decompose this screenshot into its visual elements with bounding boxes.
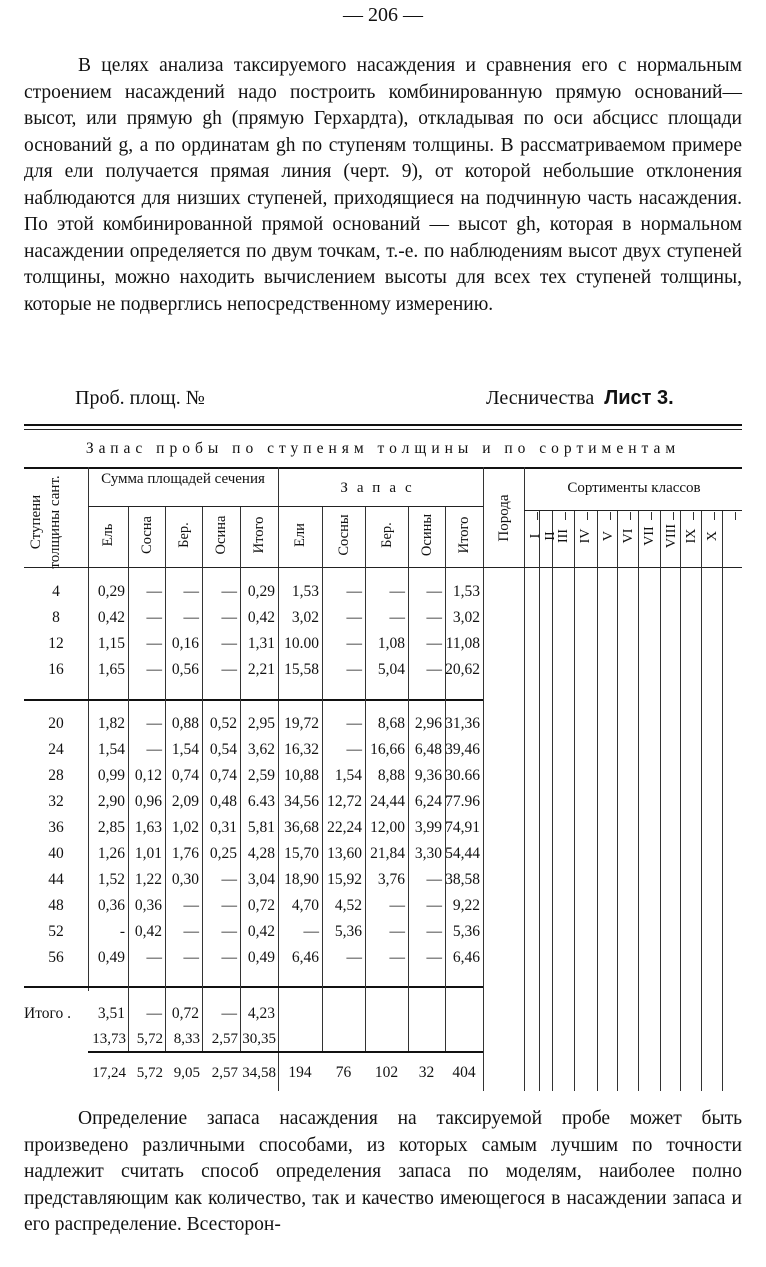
stock-cell: — — [426, 661, 442, 678]
header-sort-col: VII — [642, 526, 657, 546]
sort-tick — [630, 512, 631, 520]
header-breed: Порода — [496, 494, 512, 542]
grand-stock-cell: 404 — [452, 1064, 476, 1081]
totals-area-cell: 3,51 — [97, 1005, 125, 1022]
sort-tick — [651, 512, 652, 520]
sort-column-rule — [574, 511, 575, 1091]
area-cell: 0,36 — [134, 897, 162, 914]
stock-cell: 15,92 — [327, 871, 362, 888]
area-cell: 0,56 — [171, 661, 199, 678]
paragraph-intro: В целях анализа таксируемого насаждения и сравнения его с нормальным строением насаждений надо построить комбинированную прямую оснований—высот, или прямую gh (прямую Герхардта), откладывая по оси абсцисс площади оснований g, а по ординатам gh по ступеням толщины. В рассматриваемом примере для ели получается прямая линия (черт. 9), от которой небольшие отклонения наблюдаются для низших ступеней, приходящиеся на подчинную часть насаждения. По этой комбинированной прямой оснований — высот gh, которая в нормальном насаждении определяется по двум точкам, т.-е. по наблюдениям высот двух ступеней толщины, можно находить вычислением высоты для всех тех ступеней толщины, которые не подверглись непосредственному измерению. — [24, 55, 742, 315]
header-area-col: Итого — [251, 516, 267, 554]
row-step: 40 — [48, 845, 64, 862]
sep-breed-sort — [524, 467, 525, 1091]
area-cell: 0,42 — [134, 923, 162, 940]
sort-column-rule — [539, 511, 540, 1091]
stock-cell: — — [346, 635, 362, 652]
stock-cell: — — [389, 923, 405, 940]
totals-area-cell: 8,33 — [173, 1031, 200, 1047]
area-cell: 0,42 — [247, 923, 275, 940]
table-top-rule-2 — [24, 429, 742, 430]
header-area-col: Осина — [213, 515, 229, 555]
sort-column-rule — [722, 511, 723, 1091]
sort-tick — [552, 512, 553, 520]
totals-area-cell: 4,23 — [247, 1005, 275, 1022]
sep-stock-breed — [483, 467, 484, 1091]
stock-cell: 54,44 — [445, 845, 480, 862]
grand-stock-cell: 194 — [288, 1064, 312, 1081]
area-cell: — — [146, 715, 162, 732]
stock-cell: — — [426, 583, 442, 600]
row-step: 36 — [48, 819, 64, 836]
area-cell: 0,88 — [171, 715, 199, 732]
stock-cell: — — [346, 583, 362, 600]
totals-area-cell: 30,35 — [242, 1031, 276, 1047]
area-cell: — — [183, 897, 199, 914]
stock-cell: 3,99 — [414, 819, 442, 836]
sort-tick — [735, 512, 736, 520]
stock-cell: 1,53 — [291, 583, 319, 600]
row-step: 32 — [48, 793, 64, 810]
stock-cell: 16,66 — [370, 741, 405, 758]
sort-tick — [565, 512, 566, 520]
stock-cell: 4,52 — [334, 897, 362, 914]
stock-cell: — — [389, 583, 405, 600]
area-cell: 0,31 — [209, 819, 237, 836]
area-cell: 1,26 — [97, 845, 125, 862]
header-stock-col: Бер. — [378, 522, 395, 548]
area-cell: - — [119, 923, 125, 940]
area-cell: 1,54 — [97, 741, 125, 758]
grand-area-cell: 5,72 — [136, 1065, 163, 1081]
group-rule-2 — [24, 986, 483, 988]
area-cell: 1,31 — [247, 635, 275, 652]
stock-cell: 24,44 — [370, 793, 405, 810]
grand-stock-cell: 102 — [374, 1064, 399, 1081]
totals-area-cell: — — [221, 1005, 237, 1022]
header-sort-col: VI — [621, 528, 636, 544]
stock-cell: — — [389, 897, 405, 914]
stock-cell: — — [426, 897, 442, 914]
stock-cell: 74,91 — [445, 819, 480, 836]
row-step: 24 — [48, 741, 64, 758]
stock-cell: 10,88 — [284, 767, 319, 784]
area-cell: 3,04 — [247, 871, 275, 888]
sheet-label: Лист 3. — [604, 387, 674, 409]
header-sort-col: II — [543, 531, 558, 541]
header-sort-col: IX — [684, 528, 699, 544]
area-cell: 0,49 — [97, 949, 125, 966]
stock-cell: 6,46 — [291, 949, 319, 966]
stock-cell: — — [426, 635, 442, 652]
stock-cell: 5,36 — [452, 923, 480, 940]
stock-cell: 6,48 — [414, 741, 442, 758]
sort-tick — [673, 512, 674, 520]
stock-cell: 12,72 — [327, 793, 362, 810]
forestry-label: Лесничества — [486, 387, 595, 409]
stock-cell: 39,46 — [445, 741, 480, 758]
area-cell: — — [221, 897, 237, 914]
totals-area-cell: — — [146, 1005, 162, 1022]
area-cell: 0,52 — [209, 715, 237, 732]
stock-cell: 18,90 — [284, 871, 319, 888]
area-cell: — — [221, 949, 237, 966]
stock-table — [24, 424, 742, 1092]
sort-column-rule — [617, 511, 618, 1091]
sort-tick — [714, 512, 715, 520]
header-area-col: Ель — [100, 523, 116, 547]
totals-label: Итого . — [24, 1005, 71, 1022]
row-step: 48 — [48, 897, 64, 914]
totals-area-cell: 2,57 — [211, 1031, 238, 1047]
area-cell: 1,15 — [97, 635, 125, 652]
area-cell: 0,54 — [209, 741, 237, 758]
area-cell: — — [183, 609, 199, 626]
stock-cell: 12,00 — [370, 819, 405, 836]
header-stock-col: Итого — [456, 516, 472, 554]
area-cell: 0,74 — [209, 767, 237, 784]
area-cell: 1,76 — [171, 845, 199, 862]
grand-area-cell: 9,05 — [173, 1065, 200, 1081]
stock-cell: — — [346, 741, 362, 758]
area-cell: 0,16 — [171, 635, 199, 652]
stock-cell: 3,76 — [377, 871, 405, 888]
stock-cell: 5,04 — [377, 661, 405, 678]
stock-cell: — — [426, 871, 442, 888]
header-sort-group: Сортименты классов — [567, 480, 701, 496]
stock-cell: 16,32 — [284, 741, 319, 758]
table-title: Запас пробы по ступеням толщины и по сортиментам — [85, 440, 681, 457]
header-step: Ступени толщины сант. — [28, 475, 63, 569]
stock-cell: 20,62 — [445, 661, 480, 678]
area-cell: 2,09 — [171, 793, 199, 810]
area-cell: 0,25 — [209, 845, 237, 862]
stock-cell: — — [346, 661, 362, 678]
stock-cell: 21,84 — [370, 845, 405, 862]
sort-tick — [587, 512, 588, 520]
area-cell: 1,22 — [134, 871, 162, 888]
header-bottom-rule — [24, 567, 742, 568]
area-cell: 1,65 — [97, 661, 125, 678]
stock-cell: 1,08 — [377, 635, 405, 652]
header-sort-col: IV — [578, 528, 593, 544]
area-cell: 0,74 — [171, 767, 199, 784]
grand-stock-cell: 32 — [418, 1064, 435, 1081]
area-cell: 0,30 — [171, 871, 199, 888]
totals-area-cell: 0,72 — [171, 1005, 199, 1022]
stock-cell: 36,68 — [284, 819, 319, 836]
stock-cell: 8,68 — [377, 715, 405, 732]
area-cell: 1,63 — [134, 819, 162, 836]
row-step: 20 — [48, 715, 64, 732]
stock-cell: 11,08 — [445, 635, 480, 652]
stock-cell: 9,22 — [452, 897, 480, 914]
stock-cell: 38,58 — [445, 871, 480, 888]
area-cell: 1,02 — [171, 819, 199, 836]
sort-column-rule — [701, 511, 702, 1091]
area-cell: — — [221, 635, 237, 652]
stock-cell: 9,36 — [414, 767, 442, 784]
area-cell: 0,48 — [209, 793, 237, 810]
area-cell: 1,54 — [171, 741, 199, 758]
sort-column-rule — [597, 511, 598, 1091]
sort-tick — [610, 512, 611, 520]
area-cell: 2,85 — [97, 819, 125, 836]
area-cell: 2,21 — [247, 661, 275, 678]
area-cell: — — [221, 661, 237, 678]
header-sort-col: III — [556, 529, 571, 543]
area-cell: — — [221, 583, 237, 600]
paragraph-stock-determination: Определение запаса насаждения на таксируемой пробе может быть произведено различными способами, из которых самым лучшим по точности надлежит считать способ определения запаса по моделям, наиболее полно представляющим как количество, так и качество имеющегося в насаждении запаса и его распределение. Всесторон- — [24, 1108, 742, 1235]
header-area-group: Сумма площадей сечения — [101, 471, 265, 487]
stock-cell: 6,46 — [452, 949, 480, 966]
area-cell: — — [146, 609, 162, 626]
grand-area-cell: 17,24 — [92, 1065, 126, 1081]
area-cell: 3,62 — [247, 741, 275, 758]
area-cell: 0,29 — [97, 583, 125, 600]
header-sort-col: V — [601, 530, 616, 542]
row-step: 8 — [52, 609, 60, 626]
stock-cell: 2,96 — [414, 715, 442, 732]
stock-cell: — — [426, 949, 442, 966]
grand-stock-cell: 76 — [335, 1064, 352, 1081]
stock-cell: 22,24 — [327, 819, 362, 836]
area-cell: 2,95 — [247, 715, 275, 732]
area-cell: 1,52 — [97, 871, 125, 888]
header-area-col: Бер. — [175, 522, 192, 548]
stock-cell: 13,60 — [327, 845, 362, 862]
header-top-rule — [24, 467, 742, 469]
area-cell: 5,81 — [247, 819, 275, 836]
stock-cell: 3,02 — [291, 609, 319, 626]
stock-cell: 8,88 — [377, 767, 405, 784]
stock-cell: 4,70 — [291, 897, 319, 914]
header-stock-col: Сосны — [335, 514, 352, 556]
stock-cell: — — [426, 609, 442, 626]
stock-cell: — — [346, 609, 362, 626]
stock-cell: 15,58 — [284, 661, 319, 678]
sort-column-rule — [552, 511, 553, 1091]
stock-cell: 3,30 — [414, 845, 442, 862]
area-cell: — — [221, 923, 237, 940]
area-cell: 0,12 — [134, 767, 162, 784]
area-cell: — — [146, 741, 162, 758]
totals-area-cell: 13,73 — [92, 1031, 126, 1047]
sort-column-rule — [680, 511, 681, 1091]
area-cell: 0,36 — [97, 897, 125, 914]
row-step: 16 — [48, 661, 64, 678]
row-step: 52 — [48, 923, 64, 940]
stock-cell: 1,53 — [452, 583, 480, 600]
area-cell: — — [183, 923, 199, 940]
stock-cell: — — [426, 923, 442, 940]
stock-cell: 30.66 — [445, 767, 480, 784]
header-stock-col: Осины — [418, 513, 435, 557]
stock-cell: 1,54 — [334, 767, 362, 784]
header-sort-col: VIII — [664, 523, 679, 549]
page-number: — 206 — — [343, 4, 423, 26]
stock-cell: — — [389, 609, 405, 626]
row-step: 12 — [48, 635, 64, 652]
stock-cell: 77.96 — [445, 793, 480, 810]
area-cell: 2,59 — [247, 767, 275, 784]
area-cell: 6.43 — [247, 793, 275, 810]
group-rule-1 — [24, 699, 483, 701]
area-cell: 1,01 — [134, 845, 162, 862]
header-stock-col: Ели — [292, 523, 308, 547]
area-cell: 0,49 — [247, 949, 275, 966]
row-step: 4 — [52, 583, 60, 600]
area-cell: 0,72 — [247, 897, 275, 914]
stock-cell: 15,70 — [284, 845, 319, 862]
stock-cell: 19,72 — [284, 715, 319, 732]
totals-area-cell: 5,72 — [136, 1031, 163, 1047]
grand-area-cell: 2,57 — [211, 1065, 238, 1081]
area-cell: — — [221, 871, 237, 888]
sort-column-rule — [660, 511, 661, 1091]
stock-cell: — — [389, 949, 405, 966]
area-cell: — — [183, 949, 199, 966]
area-cell: 0,99 — [97, 767, 125, 784]
area-cell: — — [221, 609, 237, 626]
header-sort-underline — [524, 510, 742, 511]
grand-area-cell: 34,58 — [242, 1065, 276, 1081]
area-cell: 4,28 — [247, 845, 275, 862]
area-cell: 0,96 — [134, 793, 162, 810]
header-sort-col: X — [705, 530, 720, 542]
row-step: 28 — [48, 767, 64, 784]
area-cell: 0,42 — [97, 609, 125, 626]
stock-cell: 34,56 — [284, 793, 319, 810]
stock-cell: — — [303, 923, 319, 940]
row-step: 56 — [48, 949, 64, 966]
form-trial-plot-label: Проб. площ. № — [75, 387, 205, 409]
form-forestry-label — [486, 387, 674, 410]
stock-cell: 5,36 — [334, 923, 362, 940]
area-cell: — — [146, 583, 162, 600]
area-cell: 1,82 — [97, 715, 125, 732]
area-cell: 0,29 — [247, 583, 275, 600]
area-cell: — — [146, 949, 162, 966]
area-cell: — — [146, 661, 162, 678]
grand-total-rule — [88, 1051, 483, 1053]
stock-cell: 10.00 — [284, 635, 319, 652]
stock-cell: 6,24 — [414, 793, 442, 810]
area-cell: — — [183, 583, 199, 600]
stock-cell: 31,36 — [445, 715, 480, 732]
stock-cell: 3,02 — [452, 609, 480, 626]
sort-tick — [537, 512, 538, 520]
sort-tick — [693, 512, 694, 520]
table-top-rule-1 — [24, 424, 742, 426]
sort-column-rule — [638, 511, 639, 1091]
row-step: 44 — [48, 871, 64, 888]
stock-cell: — — [346, 949, 362, 966]
area-cell: 2,90 — [97, 793, 125, 810]
header-stock-group: Запас — [340, 480, 421, 496]
area-cell: 0,42 — [247, 609, 275, 626]
header-area-col: Сосна — [138, 516, 155, 554]
area-cell: — — [146, 635, 162, 652]
header-sort-col: I — [528, 533, 543, 539]
stock-cell: — — [346, 715, 362, 732]
